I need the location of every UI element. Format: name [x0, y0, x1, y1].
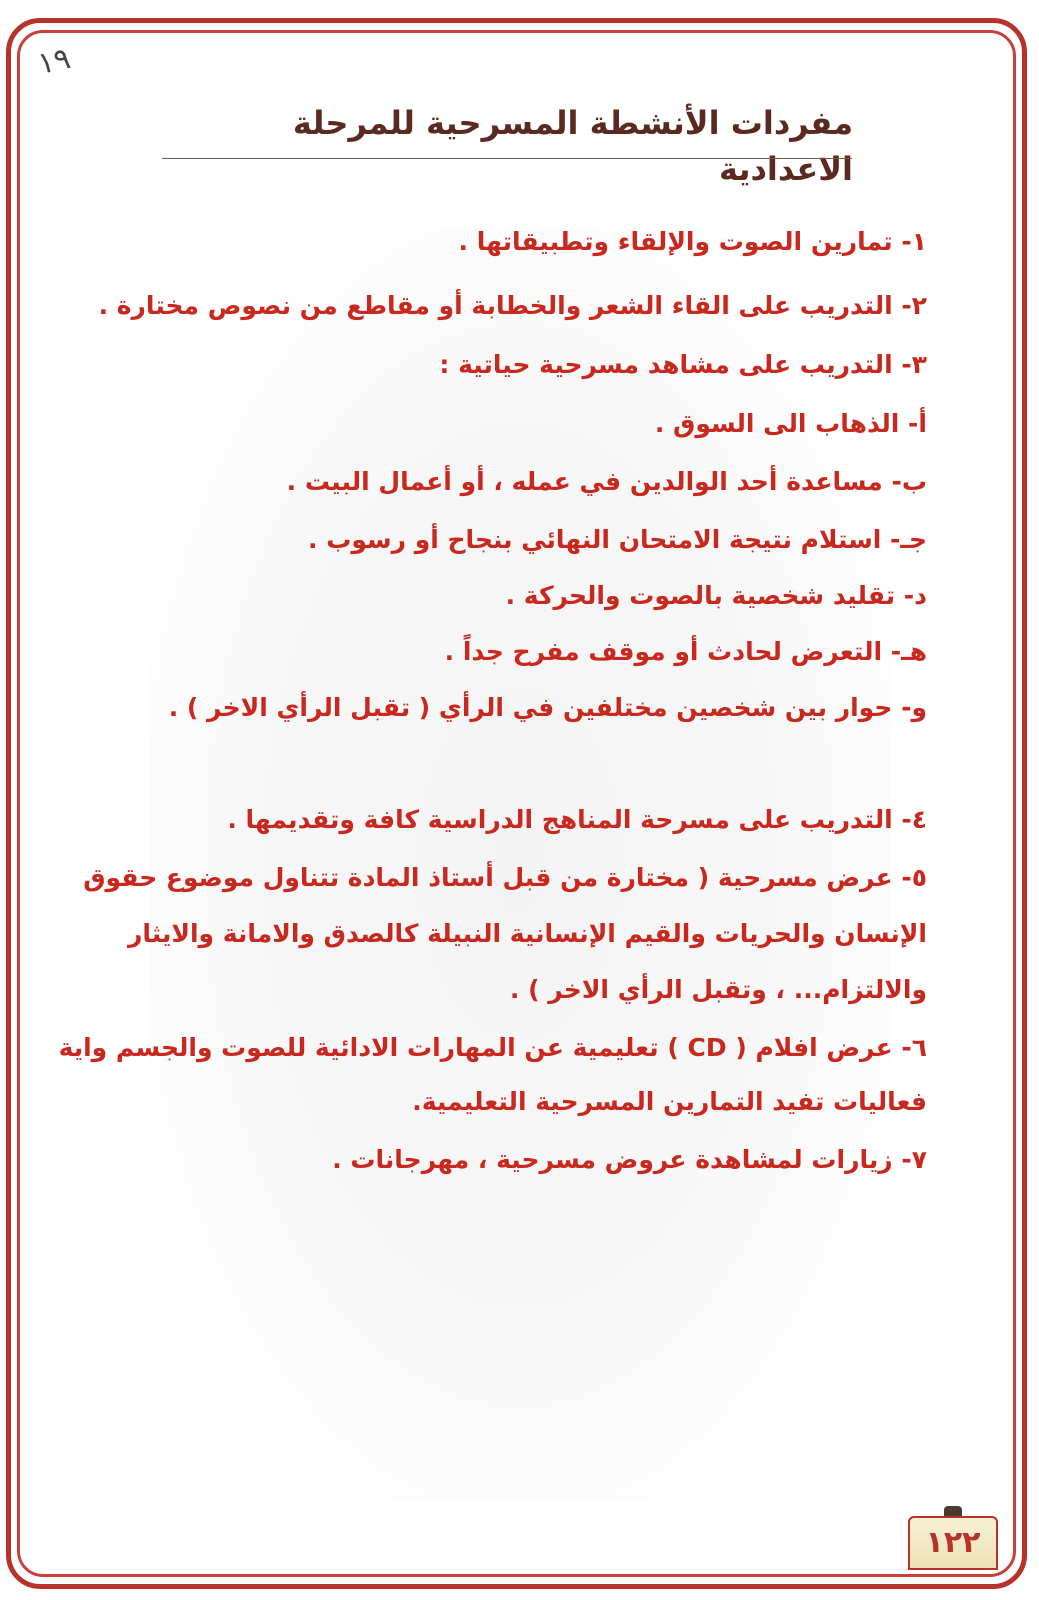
list-item-3: ٣- التدريب على مشاهد مسرحية حياتية : [439, 350, 927, 379]
list-item-5-cont-2: والالتزام... ، وتقبل الرأي الاخر ) . [509, 975, 927, 1004]
sub-item-b: ب- مساعدة أحد الوالدين في عمله ، أو أعمال البيت . [286, 467, 927, 496]
page-number: ١٢٢ [925, 1525, 981, 1560]
list-item-1: ١- تمارين الصوت والإلقاء وتطبيقاتها . [458, 227, 927, 256]
handwritten-page-note: ١٩ [34, 41, 74, 82]
list-item-2: ٢- التدريب على القاء الشعر والخطابة أو مقاطع من نصوص مختارة . [98, 291, 927, 320]
page-title: مفردات الأنشطة المسرحية للمرحلة الاعدادية [292, 104, 853, 188]
sub-item-f: و- حوار بين شخصين مختلفين في الرأي ( تقبل الرأي الاخر ) . [168, 693, 927, 722]
sub-item-a: أ- الذهاب الى السوق . [654, 409, 927, 438]
list-item-6-cont: فعاليات تفيد التمارين المسرحية التعليمية. [412, 1087, 927, 1116]
sub-item-c: جـ- استلام نتيجة الامتحان النهائي بنجاح أو رسوب . [308, 525, 927, 554]
list-item-4: ٤- التدريب على مسرحة المناهج الدراسية كافة وتقديمها . [227, 805, 927, 834]
page-number-tab [908, 1516, 998, 1570]
title-underline [162, 158, 852, 159]
sub-item-d: د- تقليد شخصية بالصوت والحركة . [505, 581, 927, 610]
sub-item-e: هـ- التعرض لحادث أو موقف مفرح جداً . [444, 637, 927, 666]
list-item-5: ٥- عرض مسرحية ( مختارة من قبل أستاذ المادة تتناول موضوع حقوق [83, 863, 927, 892]
list-item-5-cont-1: الإنسان والحريات والقيم الإنسانية النبيلة كالصدق والامانة والايثار [128, 919, 927, 948]
list-item-7: ٧- زيارات لمشاهدة عروض مسرحية ، مهرجانات . [332, 1145, 927, 1174]
list-item-6: ٦- عرض افلام ( CD ) تعليمية عن المهارات الادائية للصوت والجسم واية [58, 1033, 927, 1062]
